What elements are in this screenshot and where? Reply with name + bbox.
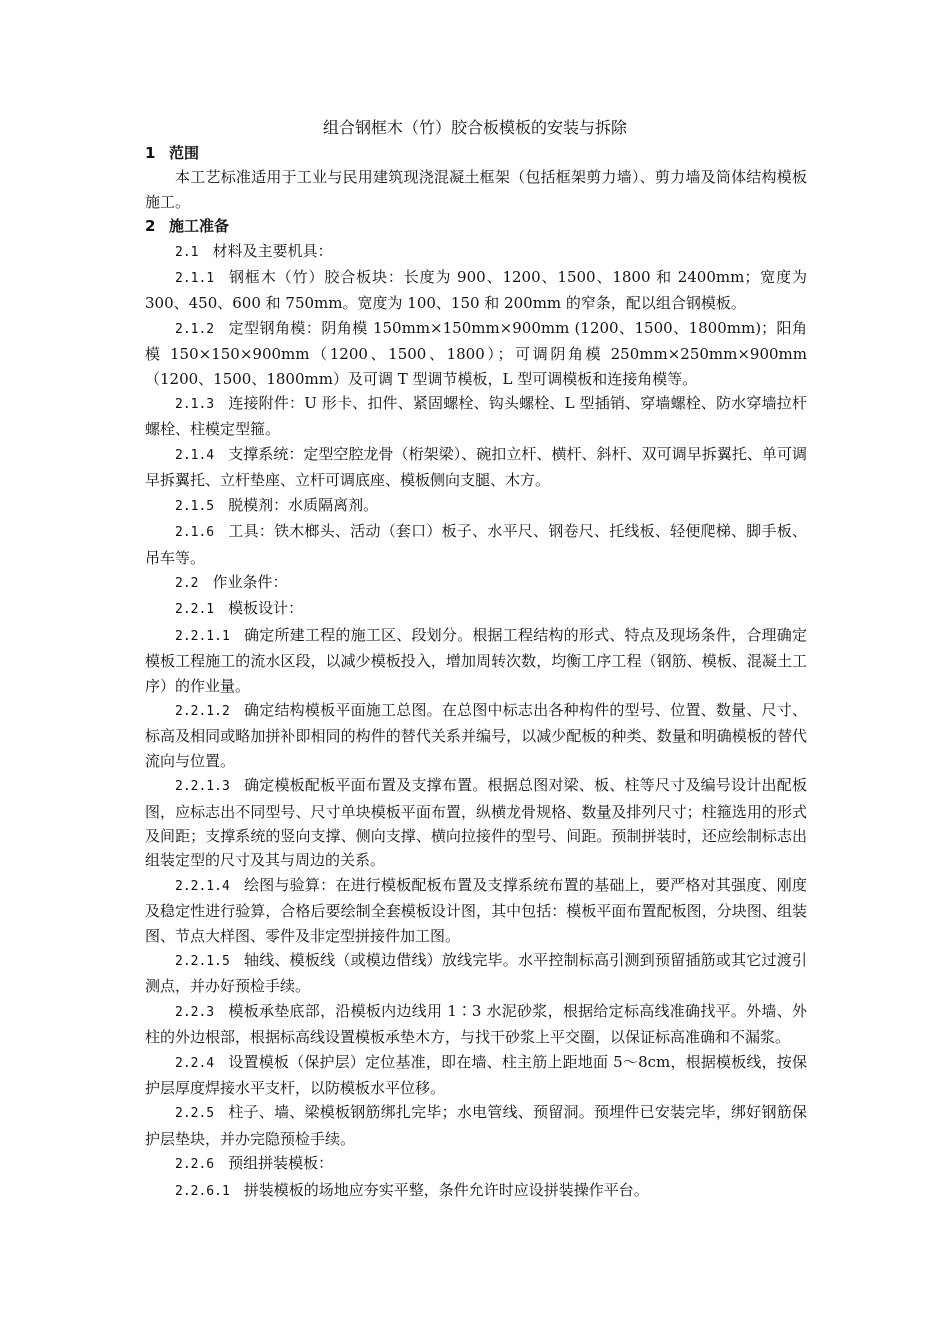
- paragraph-text: 确定结构模板平面施工总图。在总图中标志出各种构件的型号、位置、数量、尺寸、标高及相同或略加拼补即相同的构件的替代关系并编号，以减少配板的种类、数量和明确模板的替代流向与位置。: [145, 700, 807, 770]
- paragraph: [145, 493, 807, 519]
- paragraph-text: 轴线、模板线（或模边借线）放线完毕。水平控制标高引测到预留插筋或其它过渡引测点，并办好预检手续。: [145, 951, 807, 996]
- paragraph: [145, 1151, 807, 1177]
- paragraph-text: 拼装模板的场地应夯实平整，条件允许时应设拼装操作平台。: [243, 1180, 649, 1199]
- paragraph-text: 钢框木（竹）胶合板块：长度为 900、1200、1500、1800 和 2400mm；宽度为 300、450、600 和 750mm。宽度为 100、150 和 200mm 的窄条，配以组合钢模板。: [145, 268, 807, 313]
- paragraph: [145, 623, 807, 698]
- paragraph: [145, 773, 807, 873]
- document-title: 组合钢框木（竹）胶合板模板的安装与拆除: [322, 118, 627, 137]
- paragraph: [145, 165, 807, 214]
- section-title: 施工准备: [169, 217, 230, 236]
- clause-number: 2.2.1.5: [175, 954, 230, 969]
- clause-number: 2.1.1: [175, 271, 215, 287]
- clause-number: 2.2.6.1: [175, 1183, 230, 1199]
- paragraph-text: 预组拼装模板：: [228, 1154, 334, 1173]
- paragraph: [145, 570, 807, 596]
- paragraph-text: 材料及主要机具：: [212, 241, 333, 260]
- paragraph-text: 脱模剂：水质隔离剂。: [228, 495, 379, 514]
- clause-number: 2.2.6: [175, 1157, 215, 1173]
- paragraph: [145, 948, 807, 999]
- paragraph: [145, 596, 807, 622]
- clause-number: 2.2.3: [175, 1004, 215, 1020]
- clause-number: 2.2.4: [175, 1055, 215, 1071]
- section-heading-preparation: [145, 214, 807, 238]
- paragraph: [145, 873, 807, 948]
- paragraph-text: 连接附件：U 形卡、扣件、紧固螺栓、钩头螺栓、L 型插销、穿墙螺栓、防水穿墙拉杆螺栓、柱模定型箍。: [145, 394, 807, 439]
- clause-number: 2.2.1.2: [175, 703, 230, 719]
- paragraph-text: 设置模板（保护层）定位基准，即在墙、柱主筋上距地面 5～8cm，根据模板线，按保护层厚度焊接水平支杆，以防模板水平位移。: [145, 1052, 807, 1098]
- clause-number: 2.2.1.4: [175, 878, 230, 894]
- clause-number: 2.1.4: [175, 447, 215, 463]
- paragraph: [145, 1178, 807, 1204]
- paragraph: [145, 442, 807, 493]
- paragraph-text: 绘图与验算：在进行模板配板布置及支撑系统布置的基础上，要严格对其强度、刚度及稳定性进行验算，合格后要绘制全套模板设计图，其中包括：模板平面布置配板图，分块图、组装图、节点大样图、零件及非定型拼接件加工图。: [145, 875, 807, 945]
- clause-number: 2.1.3: [175, 397, 215, 413]
- section-title: 范围: [169, 144, 200, 162]
- section-heading-scope: [145, 141, 807, 165]
- paragraph-text: 确定模板配板平面布置及支撑布置。根据总图对梁、板、柱等尺寸及编号设计出配板图，应标志出不同型号、尺寸单块模板平面布置，纵横龙骨规格、数量及排列尺寸；柱箍选用的形式及间距；支撑系统的竖向支撑、侧向支撑、横向拉接件的型号、间距。预制拼装时，还应绘制标志出组装定型的尺寸及其与周边的关系。: [145, 776, 807, 870]
- paragraph: [145, 999, 807, 1050]
- clause-number: 2.1.2: [175, 321, 215, 337]
- paragraph-text: 确定所建工程的施工区、段划分。根据工程结构的形式、特点及现场条件，合理确定模板工程施工的流水区段，以减少模板投入，增加周转次数，均衡工序工程（钢筋、模板、混凝土工序）的作业量。: [145, 625, 807, 695]
- section-number: 2: [145, 217, 156, 236]
- paragraph-text: 模板设计：: [228, 599, 304, 618]
- clause-number: 2.1: [175, 244, 199, 260]
- clause-number: 2.2: [175, 575, 199, 591]
- document-body: [145, 141, 807, 1204]
- clause-number: 2.2.1.3: [175, 779, 230, 795]
- paragraph-text: 柱子、墙、梁模板钢筋绑扎完毕；水电管线、预留洞。预埋件已安装完毕，绑好钢筋保护层垫块，并办完隐预检手续。: [145, 1103, 807, 1148]
- paragraph: [145, 698, 807, 773]
- section-number: 1: [145, 144, 156, 162]
- paragraph: [145, 1050, 807, 1101]
- paragraph: [145, 1100, 807, 1151]
- clause-number: 2.2.1.1: [175, 628, 230, 644]
- paragraph-text: 本工艺标准适用于工业与民用建筑现浇混凝土框架（包括框架剪力墙）、剪力墙及筒体结构模板施工。: [145, 168, 807, 211]
- clause-number: 2.1.5: [175, 498, 215, 514]
- paragraph-text: 工具：铁木榔头、活动（套口）板子、水平尺、钢卷尺、托线板、轻便爬梯、脚手板、吊车等。: [145, 522, 807, 567]
- paragraph: [145, 265, 807, 316]
- paragraph-text: 模板承垫底部，沿模板内边线用 1∶3 水泥砂浆，根据给定标高线准确找平。外墙、外柱的外边根部，根据标高线设置模板承垫木方，与找干砂浆上平交圈，以保证标高准确和不漏浆。: [145, 1001, 807, 1047]
- clause-number: 2.2.5: [175, 1106, 215, 1122]
- paragraph: [145, 391, 807, 442]
- clause-number: 2.1.6: [175, 525, 215, 541]
- paragraph-text: 支撑系统：定型空腔龙骨（桁架梁）、碗扣立杆、横杆、斜杆、双可调早拆翼托、单可调早拆翼托、立杆垫座、立杆可调底座、模板侧向支腿、木方。: [145, 444, 807, 490]
- paragraph: [145, 519, 807, 570]
- paragraph: [145, 316, 807, 391]
- paragraph-text: 定型钢角模：阴角模 150mm×150mm×900mm (1200、1500、1800mm)；阳角模 150×150×900mm（1200、1500、1800）；可调阴角模 250mm×250mm×900mm（1200、1500、1800mm）及可调 T 型调节模板，L 型可调模板和连接角模等。: [145, 318, 807, 388]
- paragraph: [145, 239, 807, 265]
- paragraph-text: 作业条件：: [212, 572, 288, 591]
- clause-number: 2.2.1: [175, 602, 215, 618]
